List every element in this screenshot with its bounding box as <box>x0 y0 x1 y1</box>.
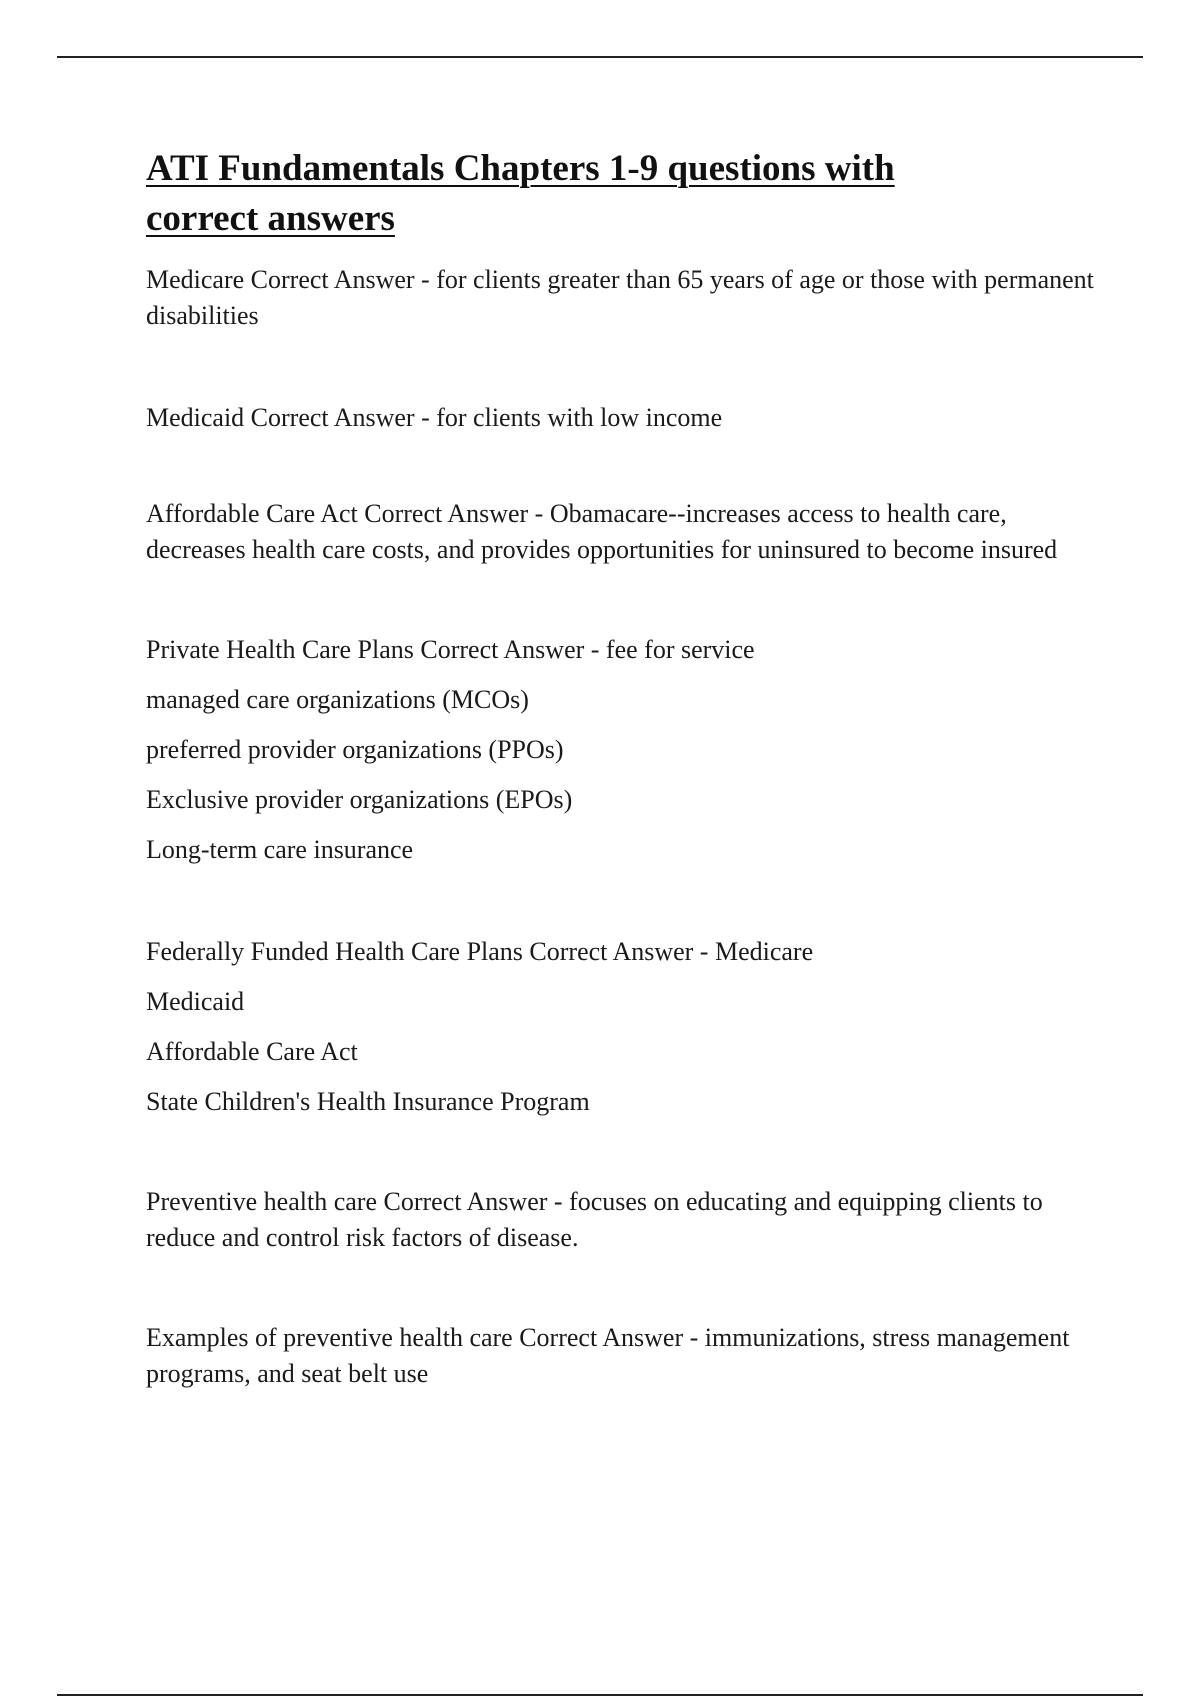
entry-text: Medicaid Correct Answer - for clients with low income <box>146 403 723 432</box>
entry-subline: Exclusive provider organizations (EPOs) <box>146 785 573 814</box>
entry-text: Medicare Correct Answer - for clients greater than 65 years of age or those with permanent disabilities <box>146 265 1094 330</box>
document-body <box>146 144 1096 1392</box>
entry-preventive-health-care <box>146 1184 1096 1256</box>
entry-subline: managed care organizations (MCOs) <box>146 685 529 714</box>
entry-private-health-care-plans <box>146 632 1096 868</box>
entry-subline: Long-term care insurance <box>146 835 414 864</box>
entry-subline: Medicaid <box>146 987 245 1016</box>
entry-text: Federally Funded Health Care Plans Correct Answer - Medicare <box>146 937 814 966</box>
top-divider <box>57 56 1143 58</box>
entry-subline: State Children's Health Insurance Program <box>146 1087 590 1116</box>
entry-text: Preventive health care Correct Answer - focuses on educating and equipping clients to reduce and control risk factors of disease. <box>146 1187 1043 1252</box>
entry-federally-funded-plans <box>146 934 1096 1120</box>
entry-subline: Affordable Care Act <box>146 1037 358 1066</box>
entry-text: Private Health Care Plans Correct Answer - fee for service <box>146 635 755 664</box>
document-title <box>146 144 1096 244</box>
entry-affordable-care-act <box>146 496 1096 568</box>
entry-medicaid <box>146 400 1096 436</box>
bottom-divider <box>57 1694 1143 1696</box>
entry-examples-preventive-care <box>146 1320 1096 1392</box>
title-line-2: correct answers <box>146 198 395 239</box>
entry-subline: preferred provider organizations (PPOs) <box>146 735 564 764</box>
entry-text: Examples of preventive health care Correct Answer - immunizations, stress management programs, and seat belt use <box>146 1323 1070 1388</box>
entry-medicare <box>146 262 1096 334</box>
title-line-1: ATI Fundamentals Chapters 1-9 questions with <box>146 148 895 189</box>
entry-text: Affordable Care Act Correct Answer - Obamacare--increases access to health care, decreases health care costs, and provides opportunities for uninsured to become insured <box>146 499 1058 564</box>
